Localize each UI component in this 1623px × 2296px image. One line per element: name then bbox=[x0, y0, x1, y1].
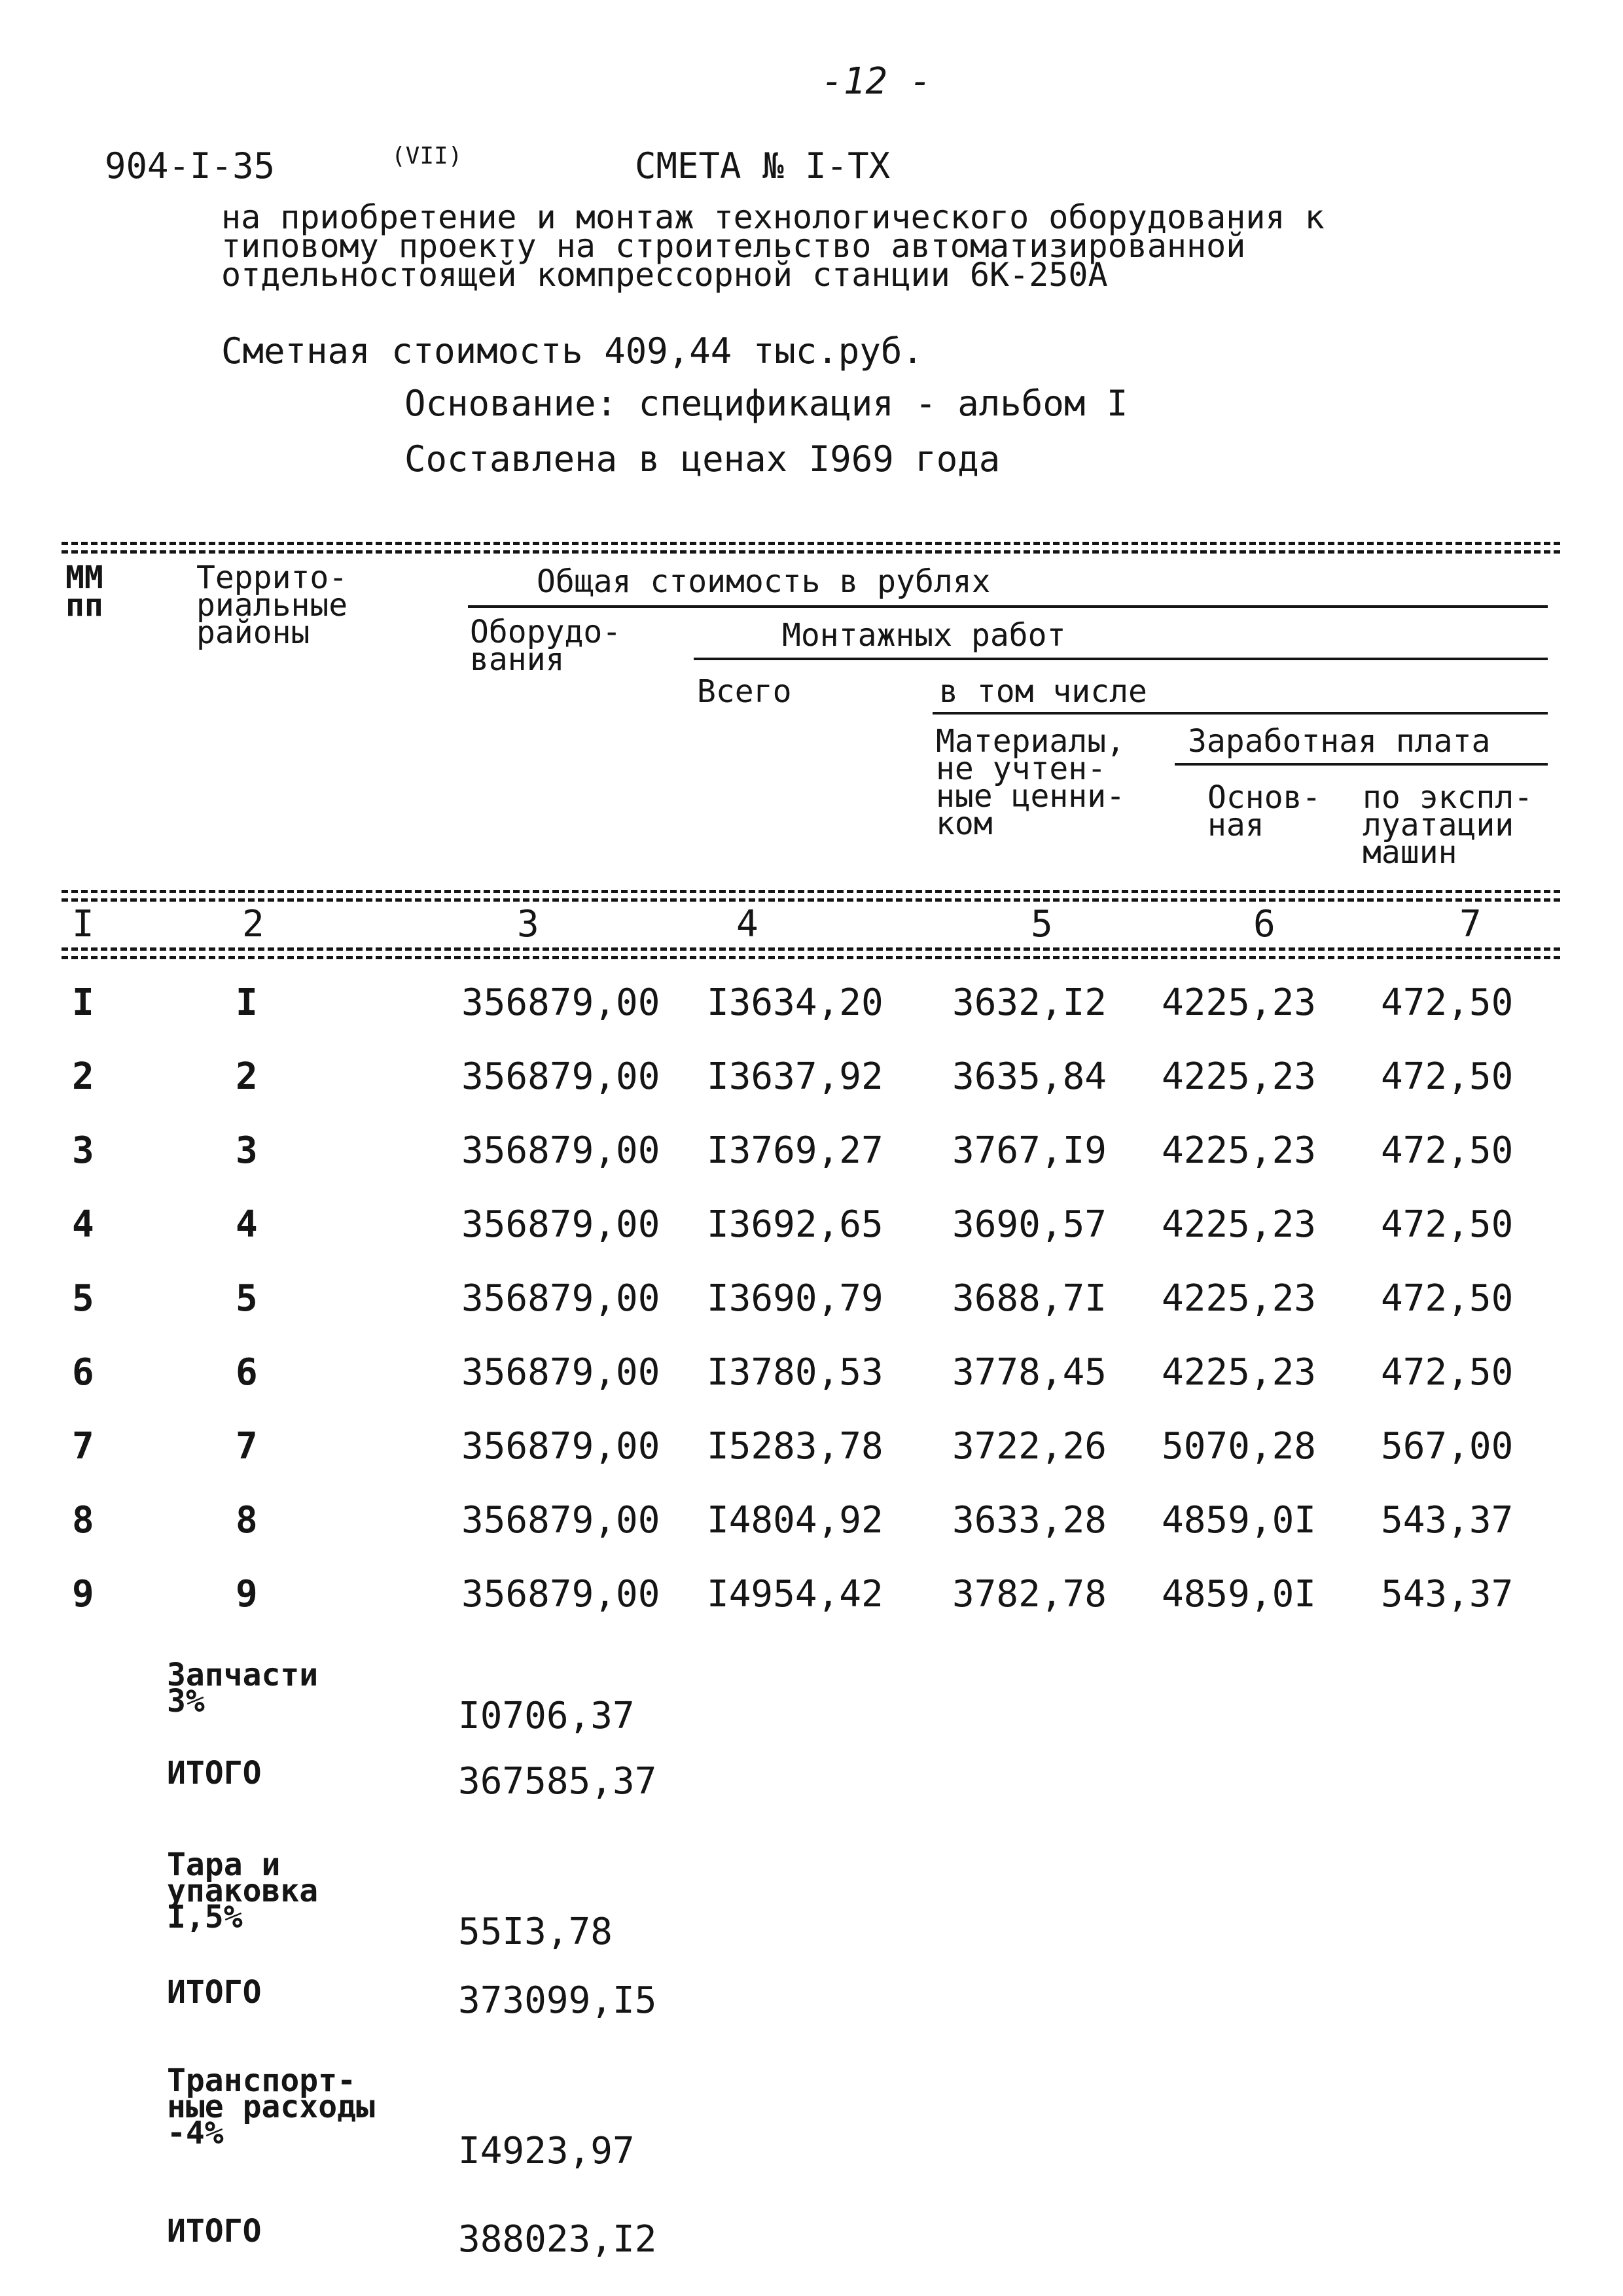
header-materials: Материалы, не учтен- ные ценни- ком bbox=[936, 723, 1125, 842]
summary-label-line: ИТОГО bbox=[167, 2213, 262, 2250]
summary-label-line: упаковка bbox=[167, 1873, 319, 1909]
row-machine-wage: 472,50 bbox=[1381, 1129, 1514, 1172]
row-materials: 3778,45 bbox=[952, 1351, 1107, 1394]
summary-label-line: Запчасти bbox=[167, 1657, 319, 1693]
row-materials: 3635,84 bbox=[952, 1055, 1107, 1098]
row-basic-wage: 4225,23 bbox=[1162, 1277, 1317, 1320]
row-basic-wage: 4225,23 bbox=[1162, 1129, 1317, 1172]
estimate-description bbox=[221, 198, 1325, 294]
column-number: 4 bbox=[736, 903, 758, 945]
rule bbox=[468, 605, 1548, 608]
row-number: 4 bbox=[72, 1203, 94, 1246]
description-line: типовому проекту на строительство автоматизированной bbox=[221, 227, 1246, 265]
page-number: -12 - bbox=[821, 60, 932, 103]
prices-note: Составлена в ценах I969 года bbox=[404, 438, 1001, 480]
row-district: 7 bbox=[236, 1425, 258, 1468]
summary-label bbox=[167, 2213, 262, 2250]
row-machine-wage: 567,00 bbox=[1381, 1425, 1514, 1468]
row-basic-wage: 4859,0I bbox=[1162, 1573, 1317, 1616]
column-number: 6 bbox=[1253, 903, 1275, 945]
row-equipment: 356879,00 bbox=[461, 1499, 660, 1542]
header-bottom-border bbox=[62, 890, 1560, 902]
row-district: 6 bbox=[236, 1351, 258, 1394]
row-basic-wage: 4859,0I bbox=[1162, 1499, 1317, 1542]
row-machine-wage: 472,50 bbox=[1381, 1277, 1514, 1320]
row-install-total: I4804,92 bbox=[707, 1499, 883, 1542]
row-equipment: 356879,00 bbox=[461, 1425, 660, 1468]
row-basic-wage: 5070,28 bbox=[1162, 1425, 1317, 1468]
summary-value: 55I3,78 bbox=[458, 1911, 613, 1953]
header-machines: по экспл- луатации машин bbox=[1363, 779, 1533, 871]
row-equipment: 356879,00 bbox=[461, 1055, 660, 1098]
row-equipment: 356879,00 bbox=[461, 1203, 660, 1246]
summary-label bbox=[167, 1755, 262, 1792]
summary-label-line: Тара и bbox=[167, 1846, 281, 1883]
row-materials: 3632,I2 bbox=[952, 981, 1107, 1024]
summary-label bbox=[167, 1657, 319, 1720]
row-number: 3 bbox=[72, 1129, 94, 1172]
estimated-cost: Сметная стоимость 409,44 тыс.руб. bbox=[221, 330, 923, 372]
row-install-total: I3769,27 bbox=[707, 1129, 883, 1172]
row-equipment: 356879,00 bbox=[461, 1351, 660, 1394]
header-col2: Террито- риальные районы bbox=[196, 559, 348, 651]
summary-label-line: ИТОГО bbox=[167, 1974, 262, 2011]
column-number: 7 bbox=[1459, 903, 1482, 945]
row-basic-wage: 4225,23 bbox=[1162, 981, 1317, 1024]
summary-label bbox=[167, 1846, 319, 1935]
document-code: 904-I-35 bbox=[105, 145, 276, 186]
row-machine-wage: 472,50 bbox=[1381, 981, 1514, 1024]
column-number: 2 bbox=[242, 903, 264, 945]
row-install-total: I3692,65 bbox=[707, 1203, 883, 1246]
summary-label bbox=[167, 2062, 375, 2151]
row-district: 9 bbox=[236, 1573, 258, 1616]
header-col1: ММ пп bbox=[65, 559, 103, 624]
row-equipment: 356879,00 bbox=[461, 1277, 660, 1320]
header-wages: Заработная плата bbox=[1188, 723, 1491, 760]
document-volume: (VII) bbox=[391, 143, 463, 169]
header-installation: Монтажных работ bbox=[782, 617, 1066, 654]
summary-label-line: I,5% bbox=[167, 1899, 243, 1935]
row-materials: 3767,I9 bbox=[952, 1129, 1107, 1172]
summary-label-line: 3% bbox=[167, 1683, 205, 1720]
header-including: в том числе bbox=[939, 673, 1147, 710]
header-equipment: Оборудо- вания bbox=[470, 614, 622, 678]
row-materials: 3722,26 bbox=[952, 1425, 1107, 1468]
rule bbox=[1175, 763, 1548, 766]
column-number: I bbox=[72, 903, 94, 945]
row-materials: 3633,28 bbox=[952, 1499, 1107, 1542]
row-machine-wage: 543,37 bbox=[1381, 1499, 1514, 1542]
rule bbox=[694, 658, 1548, 660]
summary-value: I0706,37 bbox=[458, 1695, 635, 1737]
row-number: 8 bbox=[72, 1499, 94, 1542]
rule bbox=[933, 712, 1548, 715]
row-number: 2 bbox=[72, 1055, 94, 1098]
row-basic-wage: 4225,23 bbox=[1162, 1203, 1317, 1246]
header-all: Всего bbox=[697, 673, 792, 710]
summary-label bbox=[167, 1974, 262, 2011]
summary-label-line: -4% bbox=[167, 2115, 224, 2151]
summary-label-line: ные расходы bbox=[167, 2089, 375, 2125]
row-materials: 3690,57 bbox=[952, 1203, 1107, 1246]
row-equipment: 356879,00 bbox=[461, 1573, 660, 1616]
row-machine-wage: 472,50 bbox=[1381, 1351, 1514, 1394]
row-number: 9 bbox=[72, 1573, 94, 1616]
column-number: 5 bbox=[1031, 903, 1053, 945]
row-install-total: I3780,53 bbox=[707, 1351, 883, 1394]
row-install-total: I3690,79 bbox=[707, 1277, 883, 1320]
row-district: 5 bbox=[236, 1277, 258, 1320]
row-number: I bbox=[72, 981, 94, 1024]
summary-value: 373099,I5 bbox=[458, 1979, 657, 2022]
description-line: отдельностоящей компрессорной станции 6К-250А bbox=[221, 256, 1108, 294]
row-number: 7 bbox=[72, 1425, 94, 1468]
summary-value: I4923,97 bbox=[458, 2130, 635, 2172]
row-install-total: I5283,78 bbox=[707, 1425, 883, 1468]
header-basic: Основ- ная bbox=[1207, 779, 1321, 843]
row-machine-wage: 543,37 bbox=[1381, 1573, 1514, 1616]
row-district: I bbox=[236, 981, 258, 1024]
row-number: 5 bbox=[72, 1277, 94, 1320]
row-machine-wage: 472,50 bbox=[1381, 1203, 1514, 1246]
row-install-total: I4954,42 bbox=[707, 1573, 883, 1616]
column-numbers-border bbox=[62, 947, 1560, 959]
row-materials: 3782,78 bbox=[952, 1573, 1107, 1616]
row-number: 6 bbox=[72, 1351, 94, 1394]
summary-value: 388023,I2 bbox=[458, 2218, 657, 2261]
summary-label-line: Транспорт- bbox=[167, 2062, 356, 2099]
table-top-border bbox=[62, 542, 1560, 554]
row-district: 4 bbox=[236, 1203, 258, 1246]
summary-label-line: ИТОГО bbox=[167, 1755, 262, 1792]
row-basic-wage: 4225,23 bbox=[1162, 1351, 1317, 1394]
row-machine-wage: 472,50 bbox=[1381, 1055, 1514, 1098]
row-equipment: 356879,00 bbox=[461, 981, 660, 1024]
row-install-total: I3634,20 bbox=[707, 981, 883, 1024]
row-install-total: I3637,92 bbox=[707, 1055, 883, 1098]
row-district: 8 bbox=[236, 1499, 258, 1542]
description-line: на приобретение и монтаж технологического оборудования к bbox=[221, 198, 1325, 236]
row-district: 2 bbox=[236, 1055, 258, 1098]
row-equipment: 356879,00 bbox=[461, 1129, 660, 1172]
summary-value: 367585,37 bbox=[458, 1760, 657, 1803]
header-total-cost: Общая стоимость в рублях bbox=[537, 563, 991, 600]
basis-note: Основание: спецификация - альбом I bbox=[404, 383, 1128, 424]
estimate-title: СМЕТА № I-ТХ bbox=[635, 145, 891, 186]
column-number: 3 bbox=[517, 903, 539, 945]
row-district: 3 bbox=[236, 1129, 258, 1172]
row-basic-wage: 4225,23 bbox=[1162, 1055, 1317, 1098]
row-materials: 3688,7I bbox=[952, 1277, 1107, 1320]
